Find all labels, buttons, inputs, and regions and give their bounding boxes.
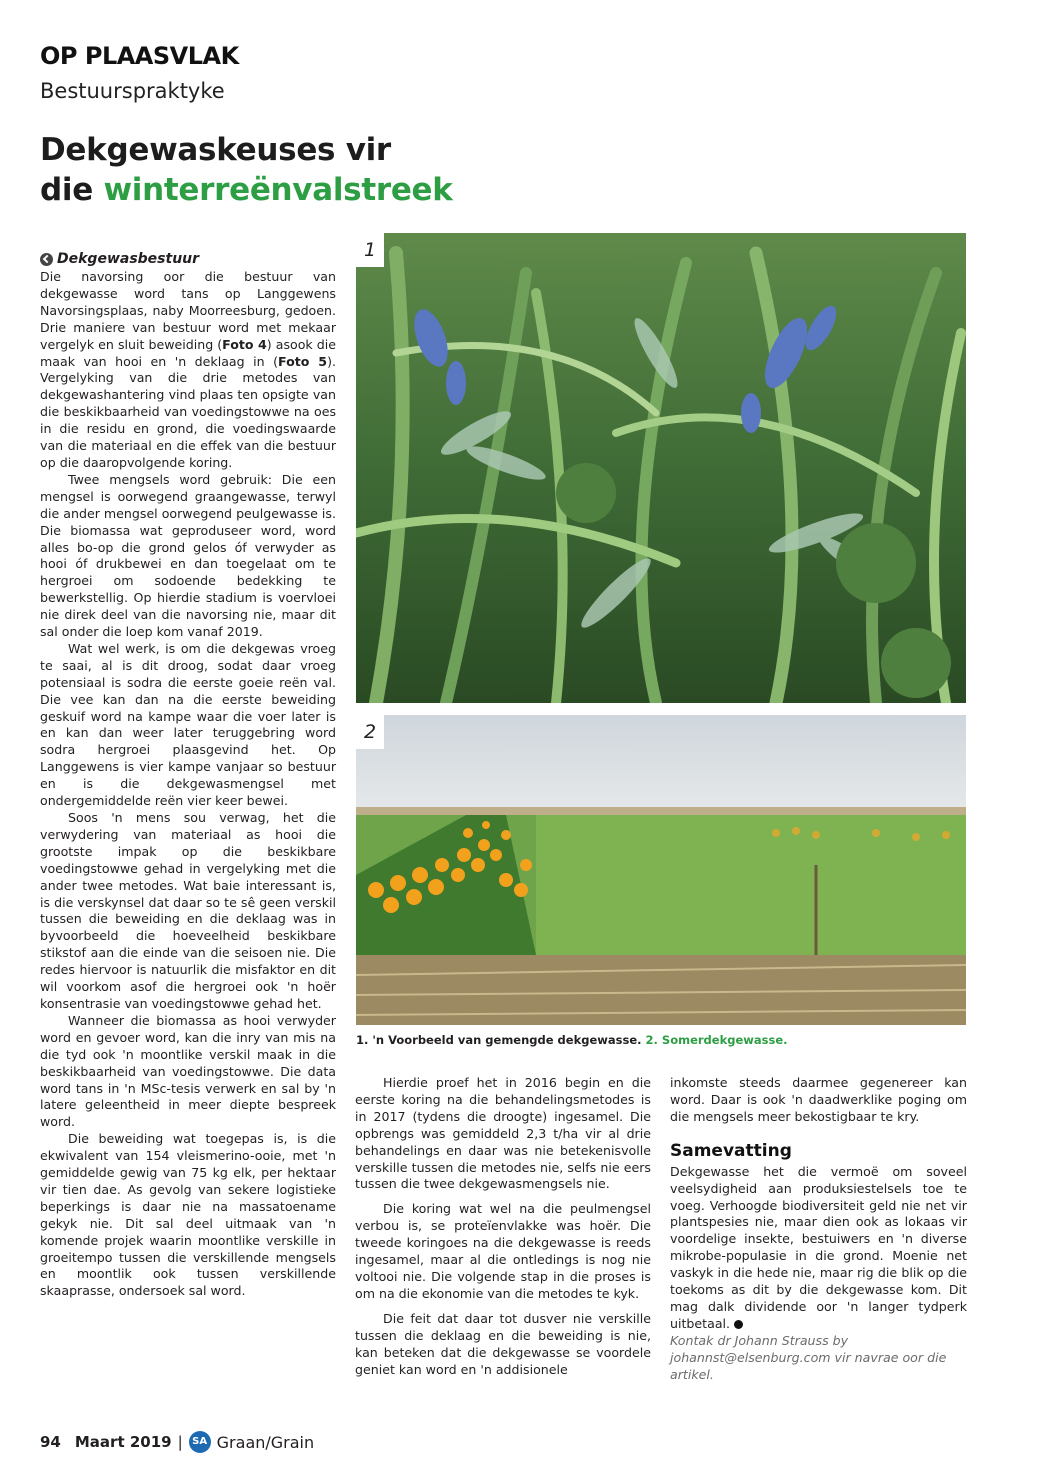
cover-crop-illustration — [356, 233, 966, 703]
title-line-2-plain: die — [40, 172, 104, 208]
photo-number-2: 2 — [356, 715, 384, 749]
photo-reference: Foto 4 — [222, 336, 267, 352]
title-line-1: Dekgewaskeuses vir — [40, 132, 391, 168]
paragraph: Die feit dat daar tot dusver nie verskille tussen die deklaag en die beweiding is nie, kan beteken dat die dekgewasse se voordele geniet kan word en 'n addisionele — [355, 1310, 651, 1377]
paragraph: Twee mengsels word gebruik: Die een mengsel is oorwegend graangewasse, terwyl die ander mengsel oorwegend peulgewasse is. Die biomassa wat geproduseer word, word alles bo-op die grond gelos óf verwyder as hooi óf drukbewei en dan toegelaat om te hergroei om sodoende bedekking te bewerkstellig. Op hierdie stadium is voervloei nie direk deel van die navorsing nie, maar dit sal onder die loep kom vanaf 2019. — [40, 471, 336, 640]
paragraph: Hierdie proef het in 2016 begin en die eerste koring na die behandelingsmetodes is in 2017 (tydens die droogte) ingesamel. Die opbrengs was gemiddeld 2,3 t/ha vir al drie behandelings en daar was nie betekenisvolle verskille tussen die metodes nie, selfs nie eers tussen die twee dekgewasmengsels nie. — [355, 1075, 651, 1192]
column-1 — [40, 250, 336, 1300]
summer-crop-illustration — [356, 715, 966, 1025]
footer-separator: | — [177, 1433, 183, 1451]
paragraph: inkomste steeds daarmee gegenereer kan word. Daar is ook 'n daadwerklike poging om die mengsels meer bekostigbaar te kry. — [670, 1075, 967, 1124]
contact-line: Kontak dr Johann Strauss by johannst@elsenburg.com vir navrae oor die artikel. — [670, 1332, 947, 1382]
chevron-bullet-icon — [40, 253, 53, 266]
column-3 — [670, 1075, 967, 1384]
paragraph: Wanneer die biomassa as hooi verwyder word en gevoer word, kan die inry van mis na die tyd ook 'n moontlike verskil maak in die beskikbaarheid van voedingstowwe. Die data word tans in 'n MSc-tesis verwerk en sal by 'n latere geleentheid in meer diepte bespreek word. — [40, 1012, 336, 1130]
photo-summer-cover-crops — [356, 715, 966, 1025]
subsection-tag: Bestuurspraktyke — [40, 79, 225, 103]
paragraph-text: Die navorsing oor die bestuur van dekgewasse word tans op Langgewens Navorsingsplaas, naby Moorreesburg, gedoen. Drie maniere van bestuur word met mekaar vergelyk en sluit beweiding ( — [40, 269, 336, 352]
sa-logo-icon: SA — [189, 1431, 211, 1453]
summary-heading: Samevatting — [670, 1140, 792, 1161]
magazine-name: Graan/Grain — [216, 1432, 315, 1452]
paragraph: Soos 'n mens sou verwag, het die verwydering van materiaal as hooi die grootste impak op die beskikbare voedingstowwe gehad in vergelyking met die ander twee metodes. Wat baie interessant is, is die verskynsel dat daar so te sê geen verskil tussen die beweiding en die deklaag was in byvoorbeeld die hoeveelheid beskikbare stikstof aan die einde van die seisoen nie. Die redes hiervoor is natuurlik die misfaktor en dit wil voorkom asof die hergroei ook 'n hoër konsentrasie van voedingstowwe gehad het. — [40, 810, 336, 1011]
section-tag: OP PLAASVLAK — [40, 42, 239, 70]
issue-date: Maart 2019 — [74, 1433, 172, 1451]
caption-2: 2. Somerdekgewasse. — [645, 1033, 788, 1047]
page-number: 94 — [40, 1433, 61, 1451]
summary-text: Dekgewasse het die vermoë om soveel veelsydigheid aan produksiestelsels toe te voeg. Verhoogde biodiversiteit geld nie net vir plantspesies nie, maar dien ook as lokaas vir voordelige insekte, bestuiwers en 'n diverse mikrobe-populasie in die grond. Moenie net vaskyk in die hede nie, maar rig die blik op die toekoms as dit by die dekgewasse kom. Dit mag dalk dividende oor 'n langer tydperk uitbetaal. — [670, 1163, 967, 1331]
photo-reference: Foto 5 — [278, 353, 328, 369]
article-title — [40, 130, 740, 210]
paragraph: Die beweiding wat toegepas is, is die ekwivalent van 154 vleismerino-ooie, met 'n gemiddelde gewig van 75 kg elk, per hektaar vir tien dae. As gevolg van sekere logistieke beperkings is daar nie na massatoename gekyk nie. Dit sal deel uitmaak van 'n komende projek waarin moontlike verskille in groeitempo tussen die verskillende mengsels en moontlik ook tussen verskillende skaaprasse, ondersoek sal word. — [40, 1131, 336, 1299]
paragraph-text: ) asook die maak van hooi en 'n deklaag in ( — [40, 336, 336, 369]
section-subhead — [40, 250, 336, 268]
title-line-2-green: winterreënvalstreek — [103, 172, 453, 208]
photo-caption — [356, 1033, 966, 1047]
column-2 — [355, 1075, 651, 1378]
photo-mixed-cover-crops — [356, 233, 966, 703]
paragraph-text: ). Vergelyking van die drie metodes van dekgewashantering vind plaas ten opsigte van die beskikbaarheid van voedingstowwe na oes in die residu en grond, die voedingswaarde van die materiaal en die effek van die bestuur op die daaropvolgende koring. — [40, 353, 336, 470]
paragraph: Wat wel werk, is om die dekgewas vroeg te saai, al is dit droog, sodat daar vroeg potensiaal is sodra die eerste goeie reën val. Die vee kan dan na die eerste beweiding geskuif word na kampe waar die voer later is en kan dan weer later teruggebring word sodra hergroei plaasgevind het. Op Langgewens is vier kampe vanjaar so bestuur en is die dekgewasmengsel met ondergemiddelde reën vier keer bewei. — [40, 640, 336, 809]
photo-number-1: 1 — [356, 233, 384, 267]
caption-1: 1. 'n Voorbeeld van gemengde dekgewasse. — [356, 1033, 642, 1047]
subhead-text: Dekgewasbestuur — [57, 251, 200, 267]
end-mark-icon — [734, 1320, 743, 1329]
summary-paragraph — [670, 1164, 967, 1333]
paragraph — [40, 269, 336, 472]
page-footer — [40, 1431, 314, 1453]
paragraph: Die koring wat wel na die peulmengsel verbou is, se proteïenvlakke was hoër. Die tweede koringoes na die dekgewasse is reeds ingesamel, maar al die ontledings is nog nie voltooi nie. Die volgende stap in die proses is om na die ekonomie van die metodes te kyk. — [355, 1201, 651, 1301]
